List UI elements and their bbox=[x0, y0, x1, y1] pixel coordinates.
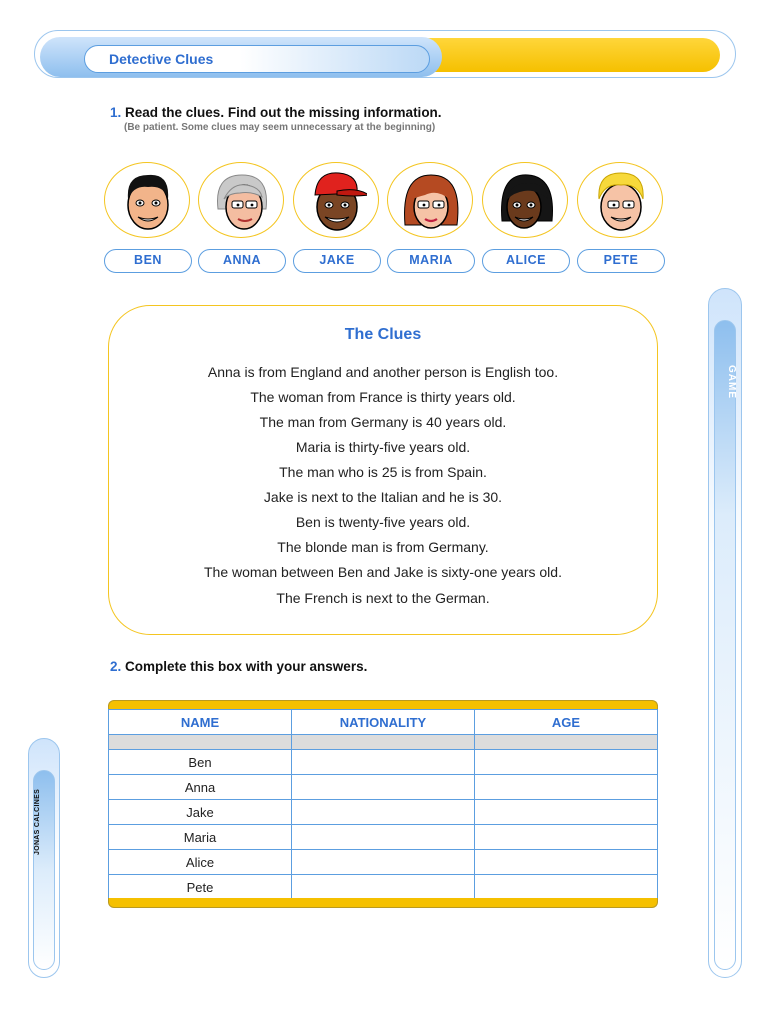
character-maria bbox=[387, 162, 475, 273]
maria-portrait bbox=[387, 162, 473, 238]
side-label-author: JONAS CALCINES bbox=[34, 788, 41, 856]
name-cell: Pete bbox=[109, 875, 292, 900]
table-row bbox=[109, 775, 658, 800]
table-spacer-row bbox=[109, 735, 658, 750]
nationality-answer-cell[interactable] bbox=[292, 850, 475, 875]
clue-item: The woman from France is thirty years old. bbox=[250, 389, 516, 405]
character-ben bbox=[104, 162, 192, 273]
jake-portrait bbox=[293, 162, 379, 238]
page-title-pill bbox=[84, 45, 430, 73]
age-answer-cell[interactable] bbox=[475, 825, 658, 850]
nationality-answer-cell[interactable] bbox=[292, 800, 475, 825]
table-row bbox=[109, 850, 658, 875]
side-tab-right-inner bbox=[714, 320, 736, 970]
character-alice bbox=[482, 162, 570, 273]
clue-item: The French is next to the German. bbox=[276, 590, 490, 606]
boy-blonde-glasses-face-icon bbox=[591, 165, 651, 237]
column-header-name: NAME bbox=[109, 710, 292, 735]
name-pill-ben: BEN bbox=[104, 249, 192, 273]
character-anna bbox=[198, 162, 286, 273]
nationality-answer-cell[interactable] bbox=[292, 750, 475, 775]
clue-item: The woman between Ben and Jake is sixty-one years old. bbox=[204, 564, 562, 580]
clues-title: The Clues bbox=[344, 326, 422, 343]
woman-black-hair-face-icon bbox=[496, 165, 556, 237]
exercise-1-number: 1. bbox=[110, 105, 122, 120]
exercise-1-note: (Be patient. Some clues may seem unnecessary at the beginning) bbox=[124, 122, 436, 133]
pete-portrait bbox=[577, 162, 663, 238]
clue-item: The blonde man is from Germany. bbox=[277, 539, 489, 555]
exercise-2-number: 2. bbox=[110, 659, 122, 674]
clue-item: The man from Germany is 40 years old. bbox=[259, 414, 507, 430]
table-row bbox=[109, 750, 658, 775]
boy-black-hair-face-icon bbox=[118, 165, 178, 237]
column-header-nationality: NATIONALITY bbox=[292, 710, 475, 735]
clue-item: Anna is from England and another person is English too. bbox=[207, 364, 559, 380]
name-pill-maria: MARIA bbox=[387, 249, 475, 273]
grandma-glasses-face-icon bbox=[212, 165, 272, 237]
clue-item: Ben is twenty-five years old. bbox=[295, 514, 471, 530]
anna-portrait bbox=[198, 162, 284, 238]
clue-item: Maria is thirty-five years old. bbox=[295, 439, 471, 455]
name-cell: Alice bbox=[109, 850, 292, 875]
clue-item: The man who is 25 is from Spain. bbox=[279, 464, 487, 480]
table-header-row bbox=[109, 710, 658, 735]
table-bottom-bar bbox=[108, 898, 658, 908]
name-cell: Ben bbox=[109, 750, 292, 775]
age-answer-cell[interactable] bbox=[475, 850, 658, 875]
woman-auburn-hair-glasses-face-icon bbox=[401, 165, 461, 237]
name-pill-anna: ANNA bbox=[198, 249, 286, 273]
nationality-answer-cell[interactable] bbox=[292, 825, 475, 850]
exercise-2-heading bbox=[110, 659, 367, 674]
name-pill-pete: PETE bbox=[577, 249, 665, 273]
name-cell: Jake bbox=[109, 800, 292, 825]
exercise-1-heading bbox=[110, 105, 442, 120]
age-answer-cell[interactable] bbox=[475, 800, 658, 825]
age-answer-cell[interactable] bbox=[475, 750, 658, 775]
man-red-cap-face-icon bbox=[307, 165, 367, 237]
character-jake bbox=[293, 162, 381, 273]
table-row bbox=[109, 875, 658, 900]
clue-item: Jake is next to the Italian and he is 30. bbox=[263, 489, 503, 505]
page-title: Detective Clues bbox=[109, 51, 214, 67]
side-label-game: GAME bbox=[726, 365, 737, 399]
name-pill-alice: ALICE bbox=[482, 249, 570, 273]
ben-portrait bbox=[104, 162, 190, 238]
exercise-1-instruction: Read the clues. Find out the missing information. bbox=[125, 105, 442, 120]
name-cell: Maria bbox=[109, 825, 292, 850]
age-answer-cell[interactable] bbox=[475, 875, 658, 900]
nationality-answer-cell[interactable] bbox=[292, 875, 475, 900]
alice-portrait bbox=[482, 162, 568, 238]
name-pill-jake: JAKE bbox=[293, 249, 381, 273]
column-header-age: AGE bbox=[475, 710, 658, 735]
table-row bbox=[109, 825, 658, 850]
age-answer-cell[interactable] bbox=[475, 775, 658, 800]
answers-table bbox=[108, 709, 658, 900]
exercise-2-instruction: Complete this box with your answers. bbox=[125, 659, 368, 674]
clues-box bbox=[108, 305, 658, 635]
table-row bbox=[109, 800, 658, 825]
character-pete bbox=[577, 162, 665, 273]
name-cell: Anna bbox=[109, 775, 292, 800]
nationality-answer-cell[interactable] bbox=[292, 775, 475, 800]
